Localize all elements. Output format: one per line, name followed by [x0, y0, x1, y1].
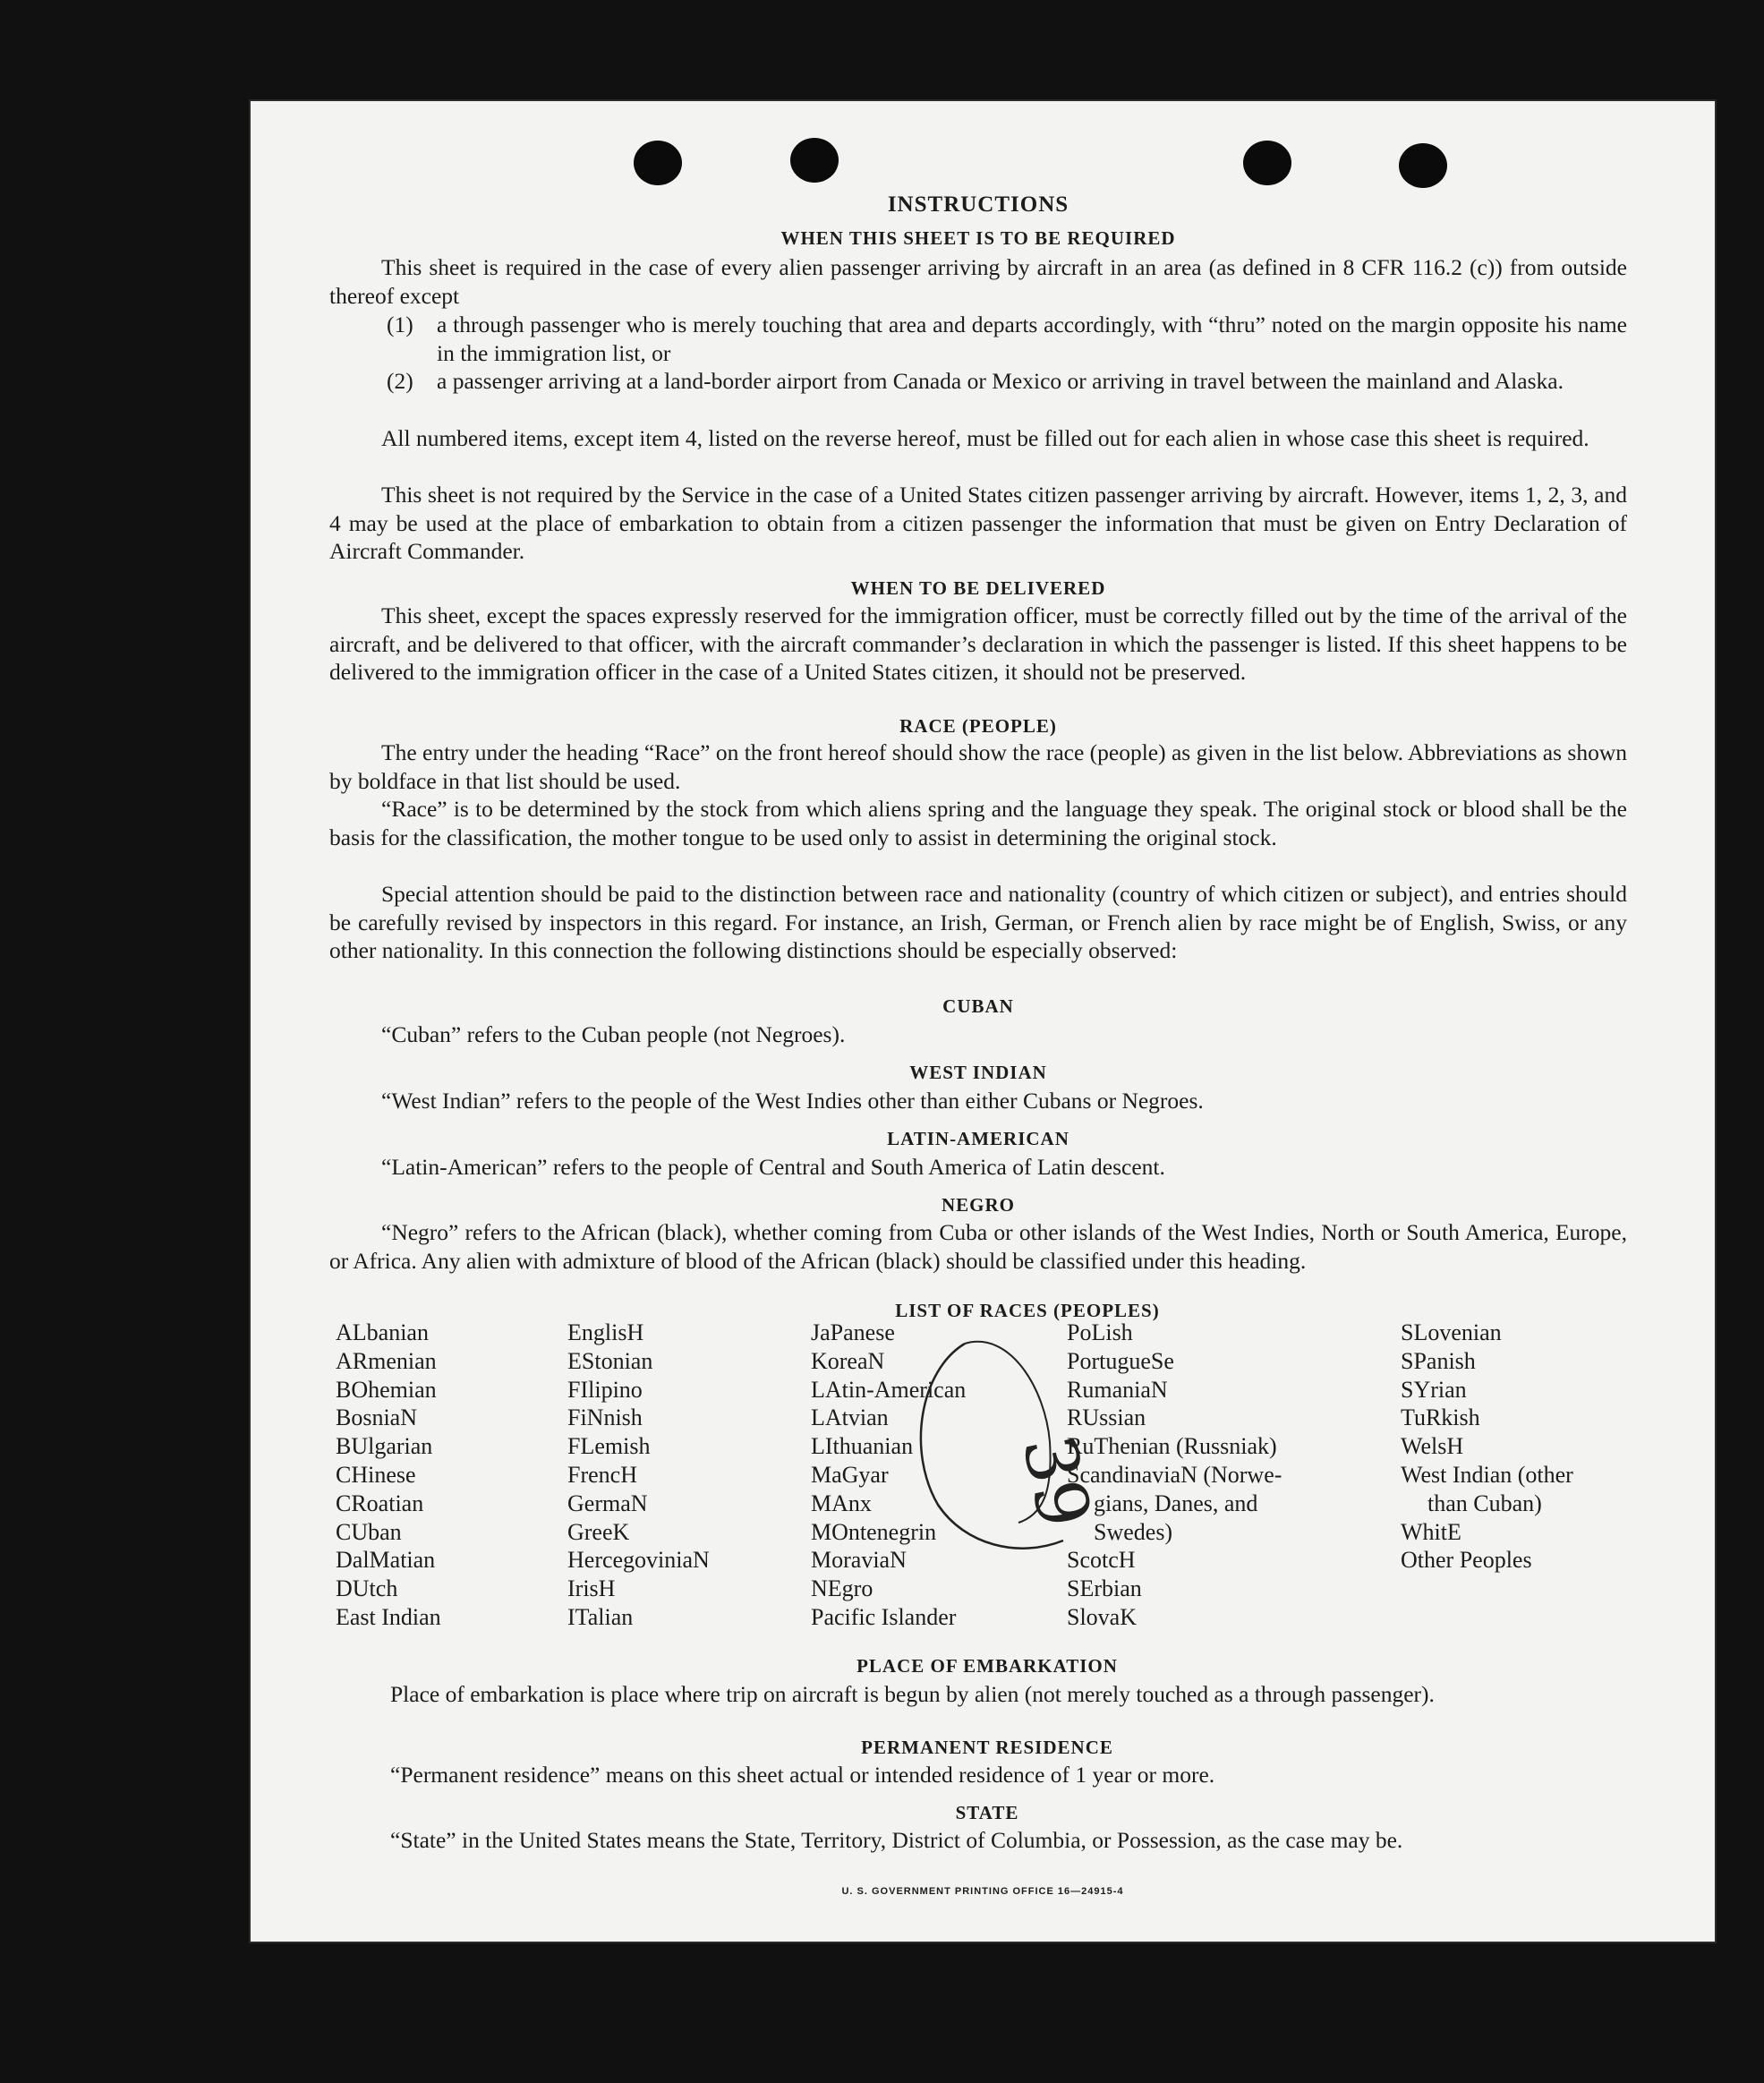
- race-entry: TuRkish: [1401, 1404, 1480, 1431]
- race-entry: ITalian: [567, 1603, 634, 1630]
- race-entry: WelsH: [1401, 1433, 1464, 1460]
- race-entry: West Indian (other: [1401, 1461, 1573, 1488]
- race-entry: FLemish: [567, 1433, 651, 1460]
- race-entry: ARmenian: [336, 1347, 437, 1374]
- page-title: INSTRUCTIONS: [887, 192, 1069, 217]
- paragraph: “Cuban” refers to the Cuban people (not Negroes).: [381, 1021, 846, 1047]
- paragraph: “Race” is to be determined by the stock from which aliens spring and the language they speak. The original stock or blood shall be the basis for the classification, the mother tongue to be used only to assist in determining the original stock.: [329, 796, 1627, 850]
- race-entry: DalMatian: [336, 1547, 436, 1574]
- paragraph: The entry under the heading “Race” on the front hereof should show the race (people) as given in the list below. Abbreviations as shown by boldface in that list should be used.: [329, 739, 1627, 794]
- race-entry: CHinese: [336, 1461, 416, 1488]
- race-entry: HercegoviniaN: [567, 1547, 710, 1574]
- paragraph: All numbered items, except item 4, listed on the reverse hereof, must be filled out for each alien in whose case this sheet is required.: [381, 425, 1589, 451]
- race-entry: PoLish: [1067, 1319, 1133, 1345]
- paragraph: “Permanent residence” means on this sheet actual or intended residence of 1 year or more.: [390, 1762, 1215, 1788]
- heading-latin-american: LATIN-AMERICAN: [887, 1128, 1069, 1149]
- heading-cuban: CUBAN: [942, 995, 1014, 1017]
- race-entry: MoraviaN: [811, 1547, 907, 1574]
- race-entry: KoreaN: [811, 1347, 885, 1374]
- race-entry: WhitE: [1401, 1518, 1461, 1545]
- item-number: (1): [387, 312, 413, 337]
- race-entry: RUssian: [1067, 1404, 1146, 1431]
- race-entry: LAtin-American: [811, 1376, 967, 1403]
- paragraph: Place of embarkation is place where trip on aircraft is begun by alien (not merely touched as a through passenger).: [390, 1681, 1435, 1707]
- race-entry: BOhemian: [336, 1376, 437, 1403]
- race-entry: EnglisH: [567, 1319, 644, 1345]
- punch-hole: [634, 141, 682, 185]
- race-column-3: [811, 1319, 966, 1632]
- race-entry: Other Peoples: [1401, 1547, 1532, 1574]
- heading-state: STATE: [955, 1802, 1019, 1823]
- item-number: (2): [387, 368, 413, 394]
- paragraph: This sheet is not required by the Service in the case of a United States citizen passenger arriving by aircraft. However, items 1, 2, 3, and 4 may be used at the place of embarkation to obtain from a citizen passenger the information that must be given on Entry Declaration of Aircraft Commander.: [329, 482, 1627, 564]
- heading-race: RACE (PEOPLE): [899, 715, 1057, 737]
- race-entry: RuThenian (Russniak): [1067, 1433, 1277, 1460]
- svg-text:39: 39: [1006, 1428, 1107, 1535]
- paragraph: “Negro” refers to the African (black), whether coming from Cuba or other islands of the West Indies, North or South America, Europe, or Africa. Any alien with admixture of blood of the African (black) should be classified under this heading.: [329, 1219, 1627, 1274]
- race-entry: ScandinaviaN (Norwe-: [1067, 1461, 1283, 1488]
- race-entry: ALbanian: [336, 1319, 429, 1345]
- race-entry: ScotcH: [1067, 1547, 1136, 1574]
- race-entry: FrencH: [567, 1461, 637, 1488]
- race-entry: IrisH: [567, 1575, 616, 1602]
- heading-west-indian: WEST INDIAN: [909, 1062, 1047, 1083]
- race-entry: DUtch: [336, 1575, 398, 1602]
- paragraph: Special attention should be paid to the distinction between race and nationality (country of which citizen or subject), and entries should be carefully revised by inspectors in this regard. For instance, an Irish, German, or French alien by race might be of English, Swiss, or any other nationality. In this connection the following distinctions should be especially observed:: [329, 881, 1627, 963]
- race-entry: CUban: [336, 1518, 402, 1545]
- heading-list-of-races: LIST OF RACES (PEOPLES): [895, 1300, 1160, 1321]
- race-column-1: [336, 1319, 441, 1632]
- race-entry: MOntenegrin: [811, 1518, 937, 1545]
- race-entry: SLovenian: [1401, 1319, 1502, 1345]
- race-entry: MAnx: [811, 1490, 872, 1516]
- punch-hole: [1399, 143, 1447, 188]
- list-item: [387, 311, 1627, 367]
- race-entry: SErbian: [1067, 1575, 1142, 1602]
- race-column-2: [567, 1319, 710, 1632]
- race-entry: RumaniaN: [1067, 1376, 1168, 1403]
- list-item: [387, 367, 1627, 396]
- paragraph: This sheet is required in the case of every alien passenger arriving by aircraft in an area (as defined in 8 CFR 116.2 (c)) from outside thereof except: [329, 254, 1627, 309]
- race-column-4: [1067, 1319, 1282, 1632]
- race-entry: FiNnish: [567, 1404, 643, 1431]
- race-entry: EStonian: [567, 1347, 653, 1374]
- heading-residence: PERMANENT RESIDENCE: [861, 1737, 1113, 1758]
- race-entry: Swedes): [1094, 1518, 1173, 1545]
- race-entry: LIthuanian: [811, 1433, 914, 1460]
- punch-hole: [790, 138, 839, 183]
- race-entry: LAtvian: [811, 1404, 889, 1431]
- race-entry: JaPanese: [811, 1319, 895, 1345]
- race-entry: East Indian: [336, 1603, 441, 1630]
- race-entry: Pacific Islander: [811, 1603, 957, 1630]
- heading-negro: NEGRO: [941, 1194, 1015, 1216]
- race-entry: SlovaK: [1067, 1603, 1137, 1630]
- document-page: [249, 99, 1717, 1943]
- race-entry: FIlipino: [567, 1376, 643, 1403]
- item-text: a through passenger who is merely touching that area and departs accordingly, with “thru” noted on the margin opposite his name in the immigration list, or: [437, 312, 1627, 366]
- heading-embarkation: PLACE OF EMBARKATION: [856, 1655, 1118, 1677]
- race-entry: CRoatian: [336, 1490, 424, 1516]
- race-entry: NEgro: [811, 1575, 873, 1602]
- paragraph: “State” in the United States means the State, Territory, District of Columbia, or Possession, as the case may be.: [390, 1827, 1403, 1853]
- paragraph: “West Indian” refers to the people of the West Indies other than either Cubans or Negroes.: [381, 1088, 1204, 1114]
- race-entry: GermaN: [567, 1490, 648, 1516]
- race-entry: PortugueSe: [1067, 1347, 1174, 1374]
- race-entry: GreeK: [567, 1518, 630, 1545]
- punch-hole: [1243, 141, 1291, 185]
- race-column-5: [1401, 1319, 1573, 1575]
- race-entry: SPanish: [1401, 1347, 1476, 1374]
- paragraph: This sheet, except the spaces expressly reserved for the immigration officer, must be correctly filled out by the time of the arrival of the aircraft, and be delivered to that officer, with the aircraft commander’s declaration in which the passenger is listed. If this sheet happens to be delivered to the immigration officer in the case of a United States citizen, it should not be preserved.: [329, 602, 1627, 685]
- race-entry: BosniaN: [336, 1404, 417, 1431]
- heading-when-delivered: WHEN TO BE DELIVERED: [850, 577, 1106, 599]
- printer-imprint: U. S. GOVERNMENT PRINTING OFFICE 16—24915-4: [841, 1886, 1124, 1897]
- item-text: a passenger arriving at a land-border airport from Canada or Mexico or arriving in travel between the mainland and Alaska.: [437, 368, 1564, 394]
- race-entry: SYrian: [1401, 1376, 1467, 1403]
- race-entry: MaGyar: [811, 1461, 889, 1488]
- race-entry: than Cuban): [1427, 1490, 1542, 1516]
- paragraph: “Latin-American” refers to the people of Central and South America of Latin descent.: [381, 1154, 1165, 1180]
- race-entry: gians, Danes, and: [1094, 1490, 1258, 1516]
- race-entry: BUlgarian: [336, 1433, 433, 1460]
- heading-when-required: WHEN THIS SHEET IS TO BE REQUIRED: [780, 227, 1176, 249]
